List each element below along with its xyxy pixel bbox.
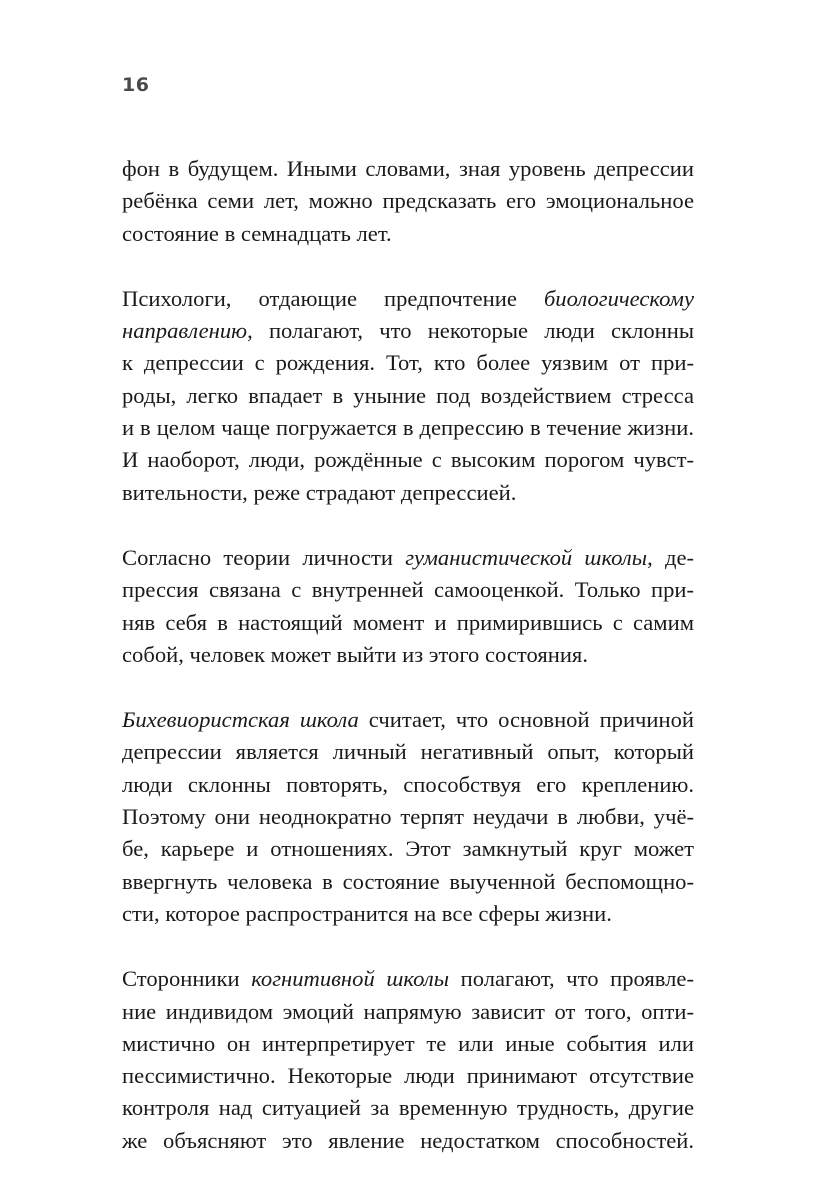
text-line: Бихевиористская школа считает, что основной причиной [122, 707, 694, 733]
body-text [122, 153, 694, 1157]
text-line: пессимистично. Некоторые люди принимают отсутствие [122, 1063, 694, 1089]
text-line: ние индивидом эмоций напрямую зависит от того, опти- [122, 998, 694, 1024]
term-direction: направлению [122, 318, 248, 344]
text-line: фон в будущем. Иными словами, зная уровень депрессии [122, 156, 694, 181]
paragraph-cognitive-school [122, 963, 694, 1157]
text-line: Поэтому они неоднократно терпят неудачи в любви, учё- [122, 804, 694, 830]
text-line: собой, человек может выйти из этого состояния. [122, 641, 588, 667]
text-line: Согласно теории личности гуманистической школы, де- [122, 544, 694, 570]
text-line: же объясняют это явление недостатком способностей. [122, 1127, 694, 1153]
text-line: Психологи, отдающие предпочтение биологическому [122, 285, 694, 311]
text-line: ввергнуть человека в состояние выученной беспомощно- [122, 868, 694, 894]
text-line: мистично он интерпретирует те или иные события или [122, 1030, 694, 1056]
term-behaviorist-school: Бихевиористская школа [122, 707, 359, 733]
text-line: сти, которое распространится на все сферы жизни. [122, 900, 612, 926]
paragraph-humanistic-school [122, 542, 694, 671]
text-line: контроля над ситуацией за временную трудность, другие [122, 1095, 694, 1121]
text-line: люди склонны повторять, способствуя его креплению. [122, 771, 694, 797]
text-line: Сторонники когнитивной школы полагают, что проявле- [122, 966, 694, 992]
text-line: бе, карьере и отношениях. Этот замкнутый круг может [122, 836, 694, 862]
text-line: к депрессии с рождения. Тот, кто более уязвим от при- [122, 350, 694, 376]
text-line: роды, легко впадает в уныние под воздействием стресса [122, 382, 694, 408]
term-biological: биологическому [543, 285, 694, 311]
paragraph-biological-direction [122, 283, 694, 509]
text-line: И наоборот, люди, рождённые с высоким порогом чувст- [122, 447, 694, 473]
text-line: прессия связана с внутренней самооценкой. Только при- [122, 577, 694, 603]
paragraph-behaviorist-school [122, 704, 694, 930]
text-line: состояние в семнадцать лет. [122, 220, 392, 246]
text-line: вительности, реже страдают депрессией. [122, 479, 517, 505]
text-line: депрессии является личный негативный опыт, который [122, 739, 694, 765]
text-line: няв себя в настоящий момент и примирившись с самим [122, 609, 694, 635]
text-line: направлению, полагают, что некоторые люди склонны [122, 318, 694, 344]
term-cognitive-school: когнитивной школы [251, 966, 449, 992]
text-line: ребёнка семи лет, можно предсказать его эмоциональное [122, 188, 694, 214]
term-humanistic-school: гуманистической школы [405, 544, 648, 570]
text-line: и в целом чаще погружается в депрессию в течение жизни. [122, 415, 694, 441]
page-number: 16 [122, 74, 150, 96]
paragraph-childhood-prediction [122, 153, 694, 250]
